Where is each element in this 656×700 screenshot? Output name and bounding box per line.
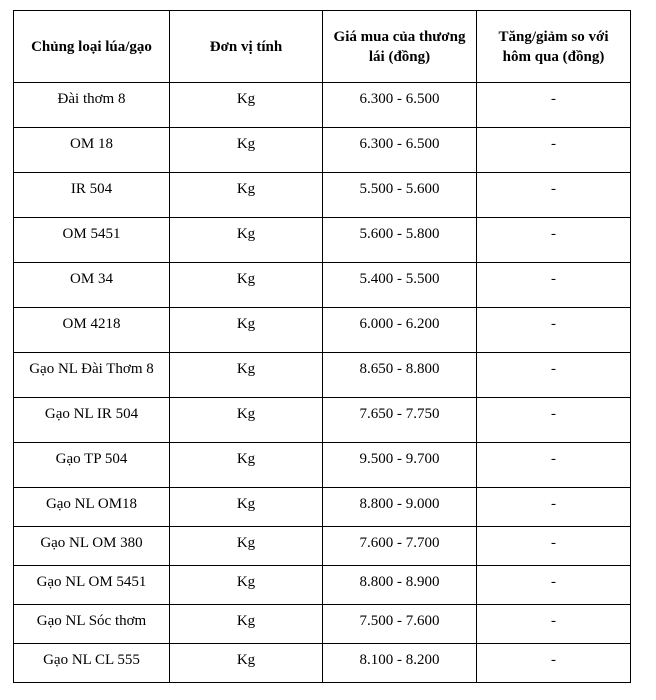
cell-change: - bbox=[477, 83, 631, 128]
cell-unit: Kg bbox=[170, 488, 323, 527]
table-row bbox=[14, 527, 631, 566]
cell-rice-type: Gạo NL Đài Thơm 8 bbox=[14, 353, 170, 398]
rice-price-table bbox=[13, 10, 631, 683]
header-trader-price: Giá mua của thương lái (đồng) bbox=[323, 11, 477, 83]
cell-rice-type: OM 5451 bbox=[14, 218, 170, 263]
cell-rice-type: OM 18 bbox=[14, 128, 170, 173]
cell-change: - bbox=[477, 644, 631, 683]
cell-unit: Kg bbox=[170, 398, 323, 443]
cell-rice-type: Gạo NL IR 504 bbox=[14, 398, 170, 443]
cell-unit: Kg bbox=[170, 353, 323, 398]
table-row bbox=[14, 83, 631, 128]
cell-unit: Kg bbox=[170, 644, 323, 683]
cell-unit: Kg bbox=[170, 605, 323, 644]
cell-unit: Kg bbox=[170, 218, 323, 263]
table-row bbox=[14, 443, 631, 488]
cell-unit: Kg bbox=[170, 527, 323, 566]
table-row bbox=[14, 263, 631, 308]
cell-price: 7.600 - 7.700 bbox=[323, 527, 477, 566]
cell-unit: Kg bbox=[170, 566, 323, 605]
cell-unit: Kg bbox=[170, 173, 323, 218]
table-row bbox=[14, 218, 631, 263]
table-header-row bbox=[14, 11, 631, 83]
table-row bbox=[14, 566, 631, 605]
table-row bbox=[14, 605, 631, 644]
header-unit: Đơn vị tính bbox=[170, 11, 323, 83]
cell-price: 5.600 - 5.800 bbox=[323, 218, 477, 263]
cell-change: - bbox=[477, 128, 631, 173]
cell-price: 8.100 - 8.200 bbox=[323, 644, 477, 683]
cell-change: - bbox=[477, 218, 631, 263]
cell-unit: Kg bbox=[170, 263, 323, 308]
cell-unit: Kg bbox=[170, 128, 323, 173]
cell-price: 7.500 - 7.600 bbox=[323, 605, 477, 644]
header-rice-type: Chủng loại lúa/gạo bbox=[14, 11, 170, 83]
cell-rice-type: Gạo NL OM 380 bbox=[14, 527, 170, 566]
cell-price: 8.800 - 8.900 bbox=[323, 566, 477, 605]
cell-rice-type: Gạo TP 504 bbox=[14, 443, 170, 488]
cell-rice-type: Đài thơm 8 bbox=[14, 83, 170, 128]
cell-price: 6.300 - 6.500 bbox=[323, 128, 477, 173]
cell-unit: Kg bbox=[170, 443, 323, 488]
cell-price: 5.400 - 5.500 bbox=[323, 263, 477, 308]
table-row bbox=[14, 488, 631, 527]
cell-rice-type: Gạo NL Sóc thơm bbox=[14, 605, 170, 644]
cell-change: - bbox=[477, 488, 631, 527]
cell-change: - bbox=[477, 398, 631, 443]
cell-change: - bbox=[477, 263, 631, 308]
table-row bbox=[14, 644, 631, 683]
cell-change: - bbox=[477, 353, 631, 398]
cell-change: - bbox=[477, 443, 631, 488]
cell-price: 8.800 - 9.000 bbox=[323, 488, 477, 527]
table-row bbox=[14, 173, 631, 218]
table-row bbox=[14, 128, 631, 173]
cell-price: 7.650 - 7.750 bbox=[323, 398, 477, 443]
cell-change: - bbox=[477, 527, 631, 566]
cell-rice-type: Gạo NL OM18 bbox=[14, 488, 170, 527]
cell-price: 6.000 - 6.200 bbox=[323, 308, 477, 353]
cell-price: 8.650 - 8.800 bbox=[323, 353, 477, 398]
cell-price: 9.500 - 9.700 bbox=[323, 443, 477, 488]
cell-price: 5.500 - 5.600 bbox=[323, 173, 477, 218]
table-row bbox=[14, 398, 631, 443]
cell-unit: Kg bbox=[170, 308, 323, 353]
cell-rice-type: Gạo NL CL 555 bbox=[14, 644, 170, 683]
cell-rice-type: Gạo NL OM 5451 bbox=[14, 566, 170, 605]
cell-change: - bbox=[477, 308, 631, 353]
cell-price: 6.300 - 6.500 bbox=[323, 83, 477, 128]
cell-unit: Kg bbox=[170, 83, 323, 128]
header-change: Tăng/giảm so với hôm qua (đồng) bbox=[477, 11, 631, 83]
cell-change: - bbox=[477, 605, 631, 644]
cell-rice-type: OM 4218 bbox=[14, 308, 170, 353]
cell-change: - bbox=[477, 173, 631, 218]
cell-change: - bbox=[477, 566, 631, 605]
table-row bbox=[14, 308, 631, 353]
table-row bbox=[14, 353, 631, 398]
table-body bbox=[14, 83, 631, 683]
cell-rice-type: OM 34 bbox=[14, 263, 170, 308]
cell-rice-type: IR 504 bbox=[14, 173, 170, 218]
